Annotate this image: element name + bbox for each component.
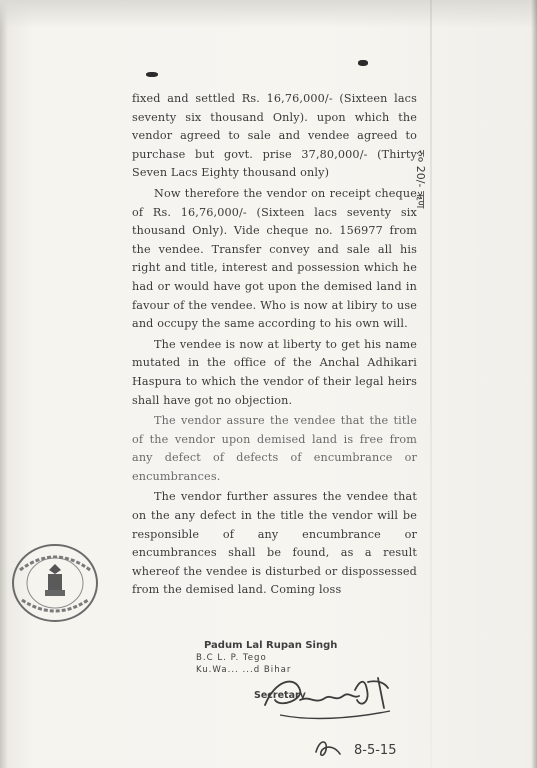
- margin-handwritten-note: रु० 20/- ऋण: [414, 150, 427, 209]
- handwritten-signature-icon: [260, 660, 410, 730]
- page-fold-line: [430, 0, 432, 768]
- paragraph-payment: Now therefore the vendor on receipt cheque of Rs. 16,76,000/- (Sixteen lacs seventy six thousand Only). Vide cheque no. 156977 from the vendee. Transfer convey and sale all his right and title, interest and possession which he had or would have got upon the demised land in favour of the vendee. Who is now at libiry to use and occupy the same according to his own will.: [132, 186, 417, 331]
- paragraph-defect-assurance: The vendor further assures the vendee that on the any defect in the title the vendor will be responsible of any encumbrance or encumbrances shall be found, as a result whereof the vendee is disturbed or dispossessed from the demised land. Coming loss: [132, 490, 417, 597]
- stamp-secretary: Secretary: [254, 690, 306, 701]
- dated-initials-icon: [312, 730, 422, 766]
- paragraph-title-assurance: The vendor assure the vendee that the title of the vendor upon demised land is free from any defect of defects of encumbrance or encumbrances.: [132, 414, 417, 483]
- ink-smudge-left: [146, 72, 158, 77]
- stamp-line-2: B.C L. P. Tego: [196, 653, 267, 663]
- signature-date: 8-5-15: [354, 743, 397, 758]
- page-top-shadow: [0, 0, 537, 28]
- page-right-shadow: [531, 0, 537, 768]
- stamp-name: Padum Lal Rupan Singh: [204, 640, 338, 651]
- page-left-shadow: [0, 0, 8, 768]
- paragraph-mutation: The vendee is now at liberty to get his name mutated in the office of the Anchal Adhikari Haspura to which the vendor of their legal heirs shall have got no objection.: [132, 337, 417, 407]
- stamp-line-3: Ku.Wa... ...d Bihar: [196, 665, 292, 675]
- official-seal-icon: [8, 540, 102, 626]
- paragraph-price: fixed and settled Rs. 16,76,000/- (Sixteen lacs seventy six thousand Only). upon which the vendor agreed to sale and vendee agreed to purchase but govt. prise 37,80,000/- (Thirty Seven Lacs Eighty thousand only): [132, 92, 417, 180]
- ink-smudge-right: [358, 60, 368, 66]
